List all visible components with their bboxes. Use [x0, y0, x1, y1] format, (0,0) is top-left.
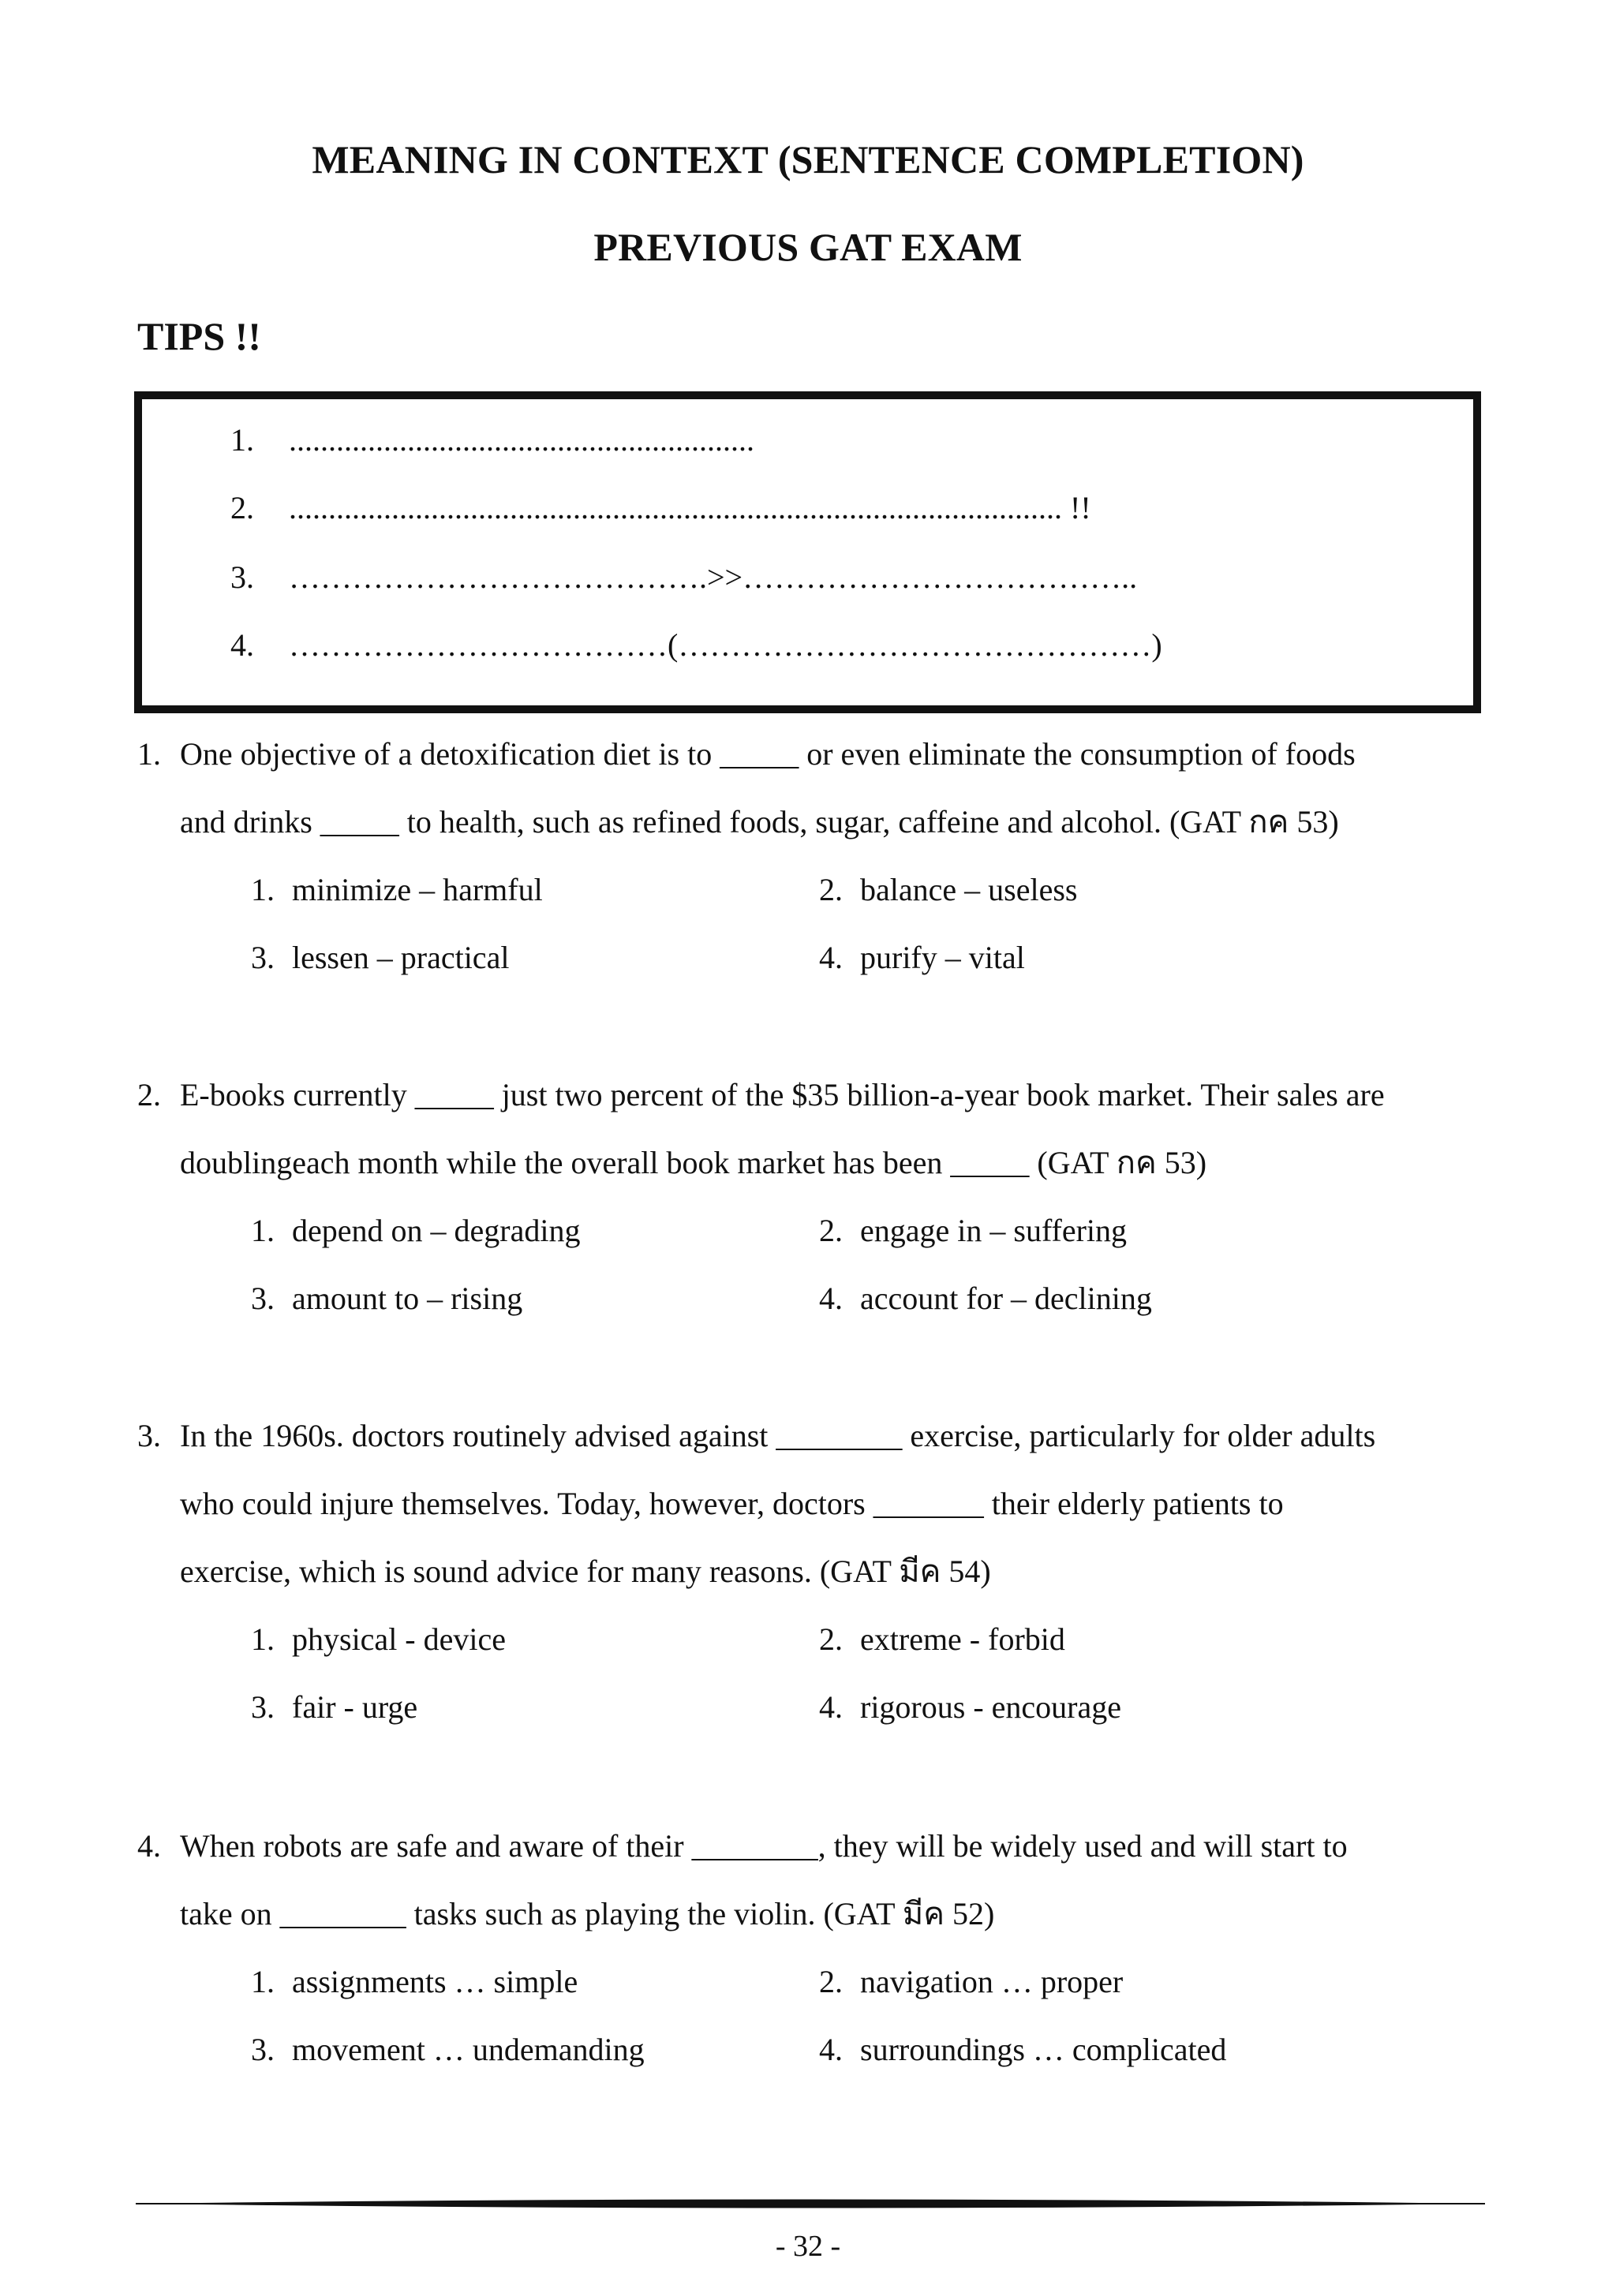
- tip-number: 4.: [230, 627, 254, 663]
- option-text: depend on – degrading: [292, 1213, 581, 1248]
- option-text: account for – declining: [860, 1281, 1152, 1316]
- page-title: MEANING IN CONTEXT (SENTENCE COMPLETION): [312, 137, 1304, 181]
- option-number: 1.: [251, 1621, 275, 1657]
- option-number: 3.: [251, 1281, 275, 1316]
- answer-option[interactable]: [819, 1685, 1121, 1729]
- option-number: 2.: [819, 1213, 843, 1248]
- answer-option[interactable]: [819, 1617, 1065, 1662]
- option-number: 1.: [251, 1213, 275, 1248]
- tip-text: ………………………………….>>………………………………..: [289, 559, 1138, 595]
- option-text: movement … undemanding: [292, 2032, 645, 2067]
- option-number: 2.: [819, 872, 843, 907]
- option-text: lessen – practical: [292, 940, 510, 975]
- question-number: 2.: [137, 1077, 161, 1112]
- question-text: One objective of a detoxification diet is to _____ or even eliminate the consumption of foods: [180, 736, 1356, 772]
- option-number: 4.: [819, 1281, 843, 1316]
- option-text: surroundings … complicated: [860, 2032, 1227, 2067]
- option-text: assignments … simple: [292, 1964, 578, 1999]
- question-number: 4.: [137, 1828, 161, 1864]
- option-number: 4.: [819, 940, 843, 975]
- option-number: 2.: [819, 1964, 843, 1999]
- option-text: fair - urge: [292, 1689, 418, 1725]
- option-text: amount to – rising: [292, 1281, 523, 1316]
- answer-option[interactable]: [251, 2028, 645, 2072]
- tip-text: ………………………………(………………………………………): [289, 627, 1162, 663]
- question-text: who could injure themselves. Today, however, doctors _______ their elderly patients to: [180, 1486, 1284, 1521]
- tip-number: 1.: [230, 422, 254, 458]
- option-text: navigation … proper: [860, 1964, 1124, 1999]
- tip-text: ...........................................................: [289, 422, 754, 458]
- answer-option[interactable]: [819, 2028, 1226, 2072]
- answer-option[interactable]: [251, 1685, 417, 1729]
- option-text: balance – useless: [860, 872, 1078, 907]
- option-number: 4.: [819, 1689, 843, 1725]
- option-number: 1.: [251, 872, 275, 907]
- answer-option[interactable]: [251, 1617, 506, 1662]
- answer-option[interactable]: [251, 936, 509, 980]
- option-text: minimize – harmful: [292, 872, 543, 907]
- answer-option[interactable]: [251, 1960, 578, 2004]
- option-text: rigorous - encourage: [860, 1689, 1121, 1725]
- question-number: 3.: [137, 1418, 161, 1453]
- question-text: take on ________ tasks such as playing the violin. (GAT มีค 52): [180, 1896, 995, 1931]
- option-number: 3.: [251, 940, 275, 975]
- question-text: doublingeach month while the overall book market has been _____ (GAT กค 53): [180, 1145, 1207, 1180]
- option-text: extreme - forbid: [860, 1621, 1065, 1657]
- tip-number: 2.: [230, 490, 254, 525]
- footer-divider: [136, 2195, 1485, 2212]
- tips-box: [134, 391, 1481, 713]
- option-text: purify – vital: [860, 940, 1025, 975]
- tips-heading: TIPS !!: [137, 314, 261, 358]
- question-text: In the 1960s. doctors routinely advised against ________ exercise, particularly for older adults: [180, 1418, 1376, 1453]
- option-text: engage in – suffering: [860, 1213, 1128, 1248]
- page-subtitle: PREVIOUS GAT EXAM: [593, 225, 1023, 269]
- page-number: - 32 -: [775, 2230, 841, 2263]
- tip-number: 3.: [230, 559, 254, 595]
- option-text: physical - device: [292, 1621, 506, 1657]
- question-text: E-books currently _____ just two percent of the $35 billion-a-year book market. Their sales are: [180, 1077, 1385, 1112]
- question-text: When robots are safe and aware of their ________, they will be widely used and will start to: [180, 1828, 1348, 1864]
- question-text: exercise, which is sound advice for many reasons. (GAT มีค 54): [180, 1554, 991, 1589]
- answer-option[interactable]: [251, 868, 543, 912]
- answer-option[interactable]: [819, 936, 1025, 980]
- answer-option[interactable]: [819, 1209, 1127, 1253]
- option-number: 3.: [251, 1689, 275, 1725]
- answer-option[interactable]: [819, 1960, 1123, 2004]
- option-number: 2.: [819, 1621, 843, 1657]
- answer-option[interactable]: [819, 1277, 1152, 1321]
- tip-text: .................................................................................................. !!: [289, 490, 1091, 525]
- option-number: 3.: [251, 2032, 275, 2067]
- question-number: 1.: [137, 736, 161, 772]
- option-number: 4.: [819, 2032, 843, 2067]
- answer-option[interactable]: [251, 1277, 522, 1321]
- question-text: and drinks _____ to health, such as refined foods, sugar, caffeine and alcohol. (GAT กค 53): [180, 804, 1339, 839]
- answer-option[interactable]: [251, 1209, 580, 1253]
- option-number: 1.: [251, 1964, 275, 1999]
- answer-option[interactable]: [819, 868, 1077, 912]
